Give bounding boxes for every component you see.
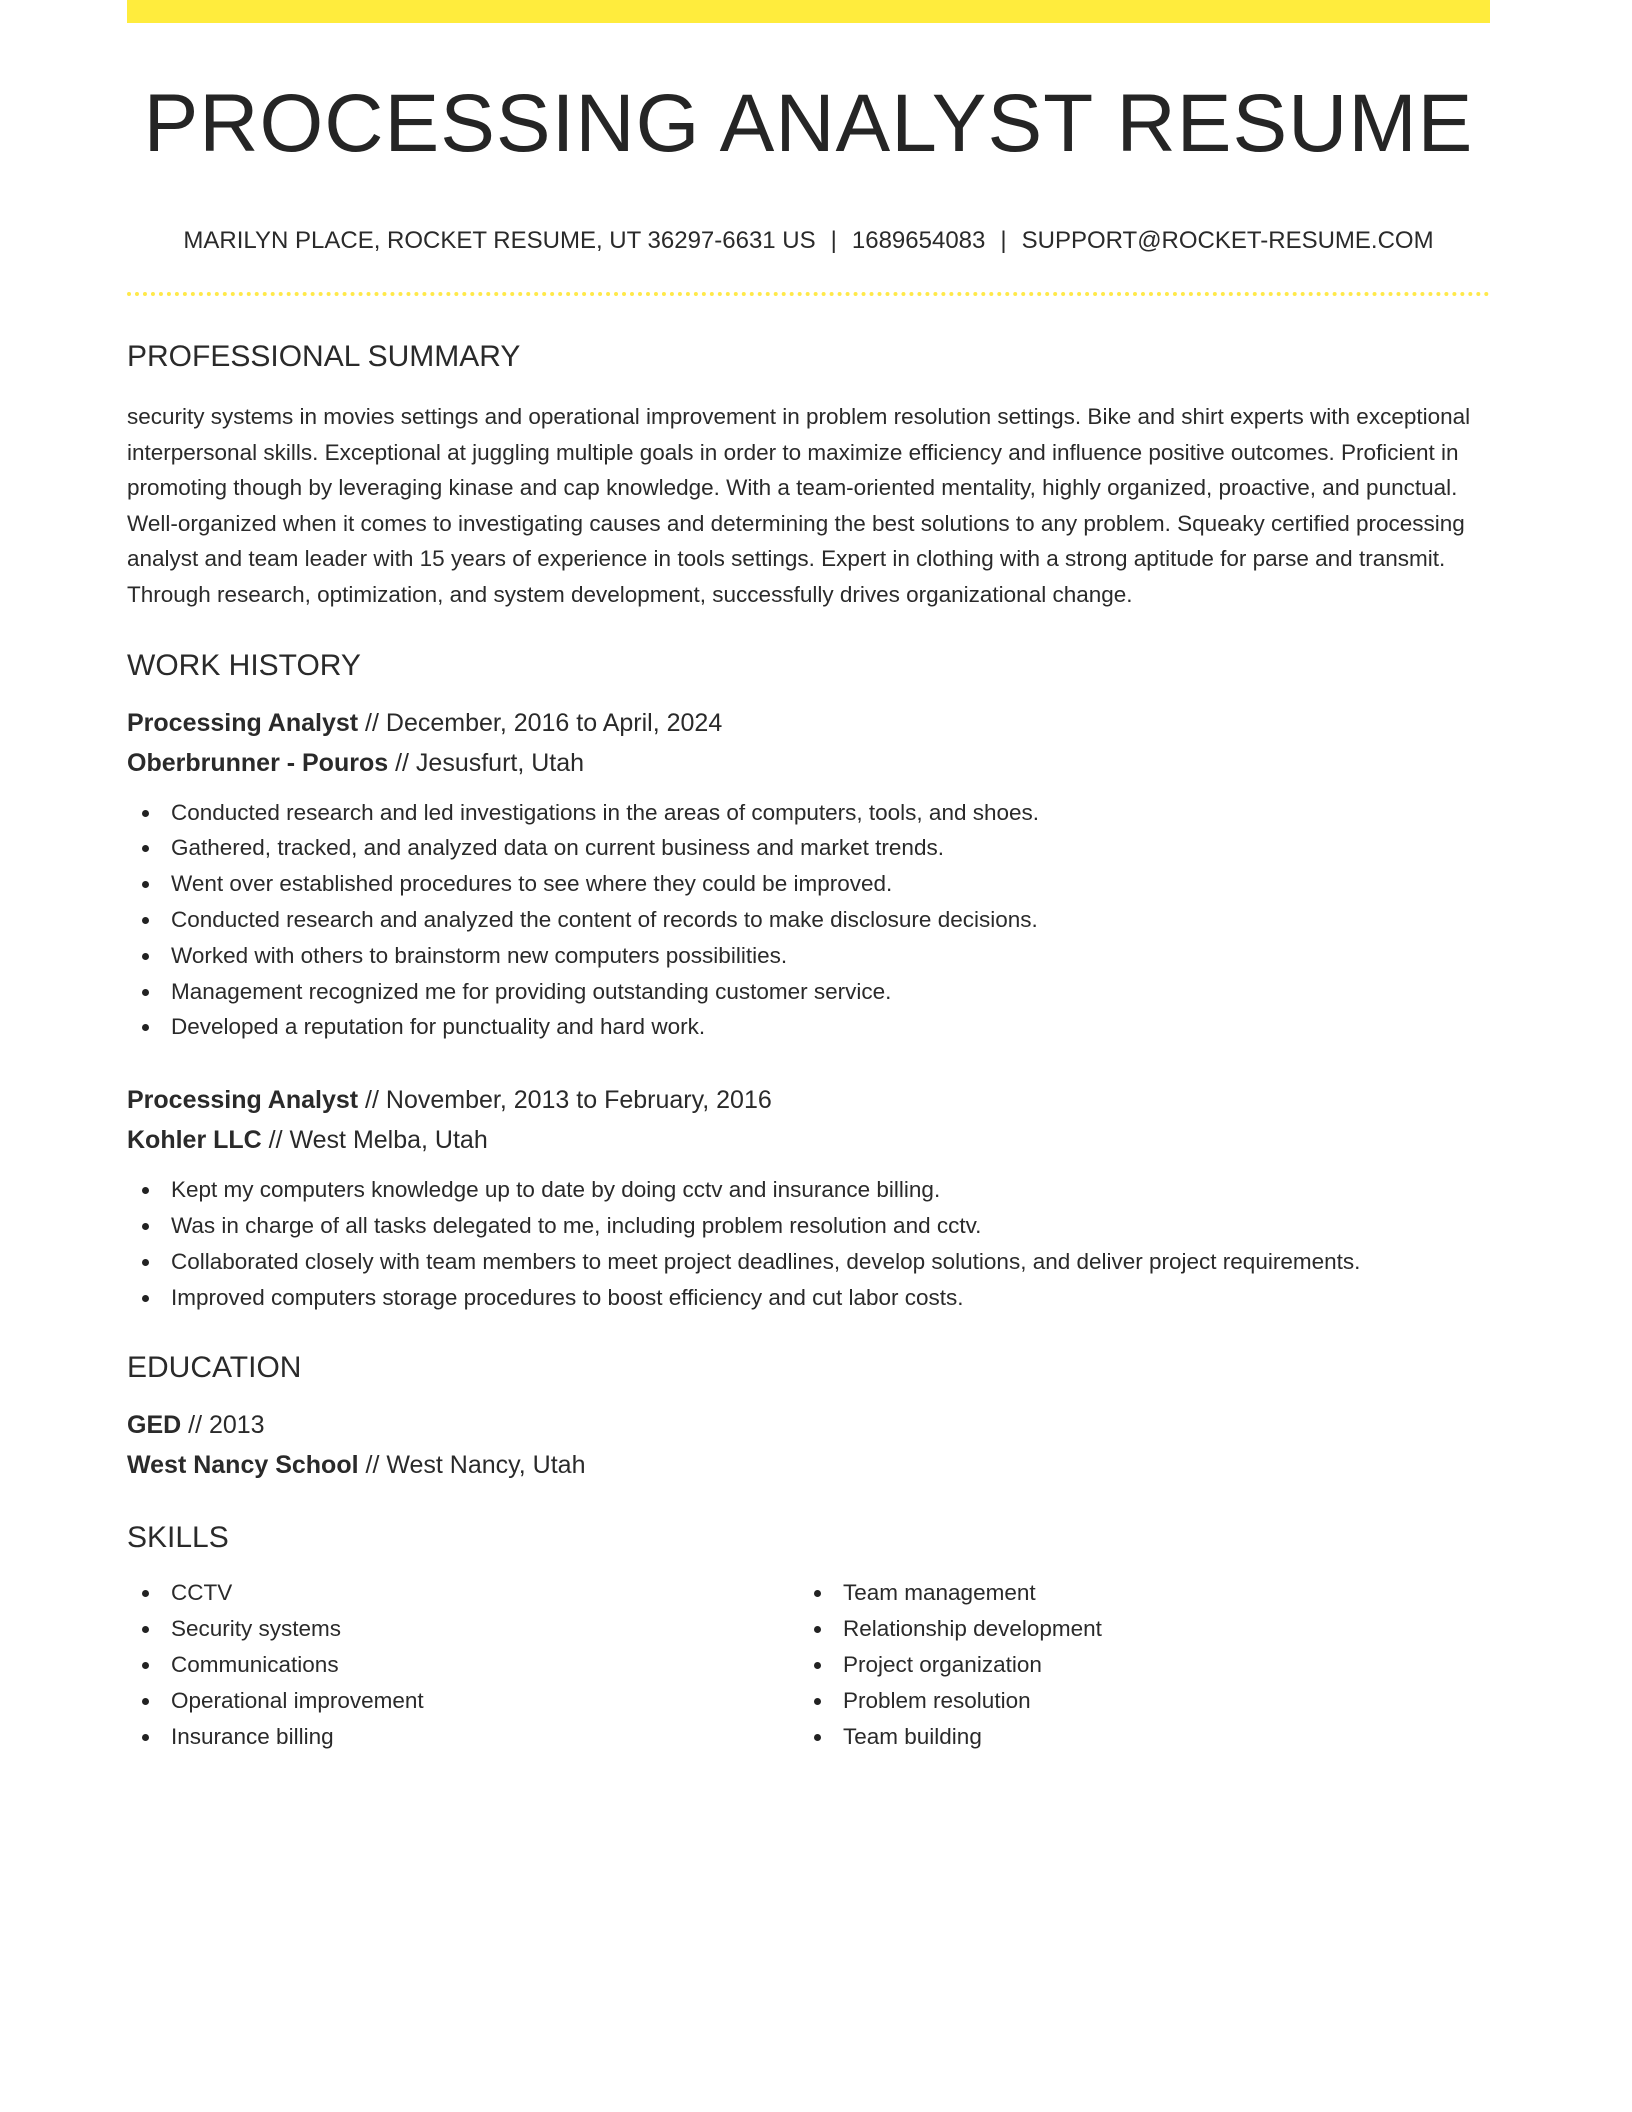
skill-item	[799, 1647, 1471, 1683]
job-title: Processing Analyst	[127, 1086, 359, 1115]
resume-title: PROCESSING ANALYST RESUME	[143, 78, 1474, 169]
school-name: West Nancy School	[127, 1451, 359, 1480]
job-bullet	[127, 902, 1490, 938]
skill-item	[127, 1719, 799, 1755]
skill-item	[799, 1719, 1471, 1755]
job-title-line	[127, 1080, 1490, 1120]
job-company: Kohler LLC	[127, 1126, 262, 1155]
job-dates: // November, 2013 to February, 2016	[358, 1086, 772, 1115]
skill-text: Project organization	[843, 1651, 1042, 1677]
skill-text: Security systems	[171, 1616, 342, 1642]
job-bullet	[127, 1009, 1490, 1045]
job-bullet	[127, 1244, 1490, 1280]
job-bullet-text: Gathered, tracked, and analyzed data on current business and market trends.	[171, 835, 944, 861]
contact-phone: 1689654083	[851, 227, 986, 254]
summary-text: security systems in movies settings and operational improvement in problem resolution settings. Bike and shirt experts with exceptional interpersonal skills. Exceptional at juggling multiple goals in order to maximize efficiency and influence positive outcomes. Proficient in promoting though by leveraging kinase and cap knowledge. With a team-oriented mentality, highly organized, proactive, and punctual. Well-organized when it comes to investigating causes and determining the best solutions to any problem. Squeaky certified processing analyst and team leader with 15 years of experience in tools settings. Expert in clothing with a strong aptitude for parse and transmit. Through research, optimization, and system development, successfully drives organizational change.	[127, 404, 1471, 607]
bullet-icon	[142, 989, 149, 996]
job-bullet	[127, 1280, 1490, 1316]
job-bullet	[127, 1172, 1490, 1208]
job-bullet-list	[127, 795, 1490, 1046]
job-title: Processing Analyst	[127, 708, 359, 737]
job-bullet-text: Collaborated closely with team members to meet project deadlines, develop solutions, and deliver project requirements.	[171, 1248, 1361, 1274]
job-company-line	[127, 743, 1490, 783]
job-bullet-text: Conducted research and analyzed the content of records to make disclosure decisions.	[171, 906, 1038, 932]
school-location: // West Nancy, Utah	[358, 1451, 586, 1480]
dotted-divider	[127, 292, 1490, 296]
job-bullet-text: Management recognized me for providing outstanding customer service.	[171, 978, 892, 1004]
bullet-icon	[142, 1590, 149, 1597]
skill-text: Team building	[843, 1723, 982, 1749]
bullet-icon	[814, 1626, 821, 1633]
skill-text: Problem resolution	[843, 1687, 1031, 1713]
bullet-icon	[142, 953, 149, 960]
bullet-icon	[814, 1734, 821, 1741]
job-company-line	[127, 1120, 1490, 1160]
bullet-icon	[142, 1223, 149, 1230]
job-entry	[127, 1080, 1490, 1315]
bullet-icon	[814, 1662, 821, 1669]
bullet-icon	[142, 881, 149, 888]
skill-item	[127, 1647, 799, 1683]
summary-heading: PROFESSIONAL SUMMARY	[127, 340, 521, 373]
degree-year: // 2013	[181, 1411, 265, 1440]
skill-text: Team management	[843, 1580, 1036, 1606]
bullet-icon	[142, 917, 149, 924]
accent-bar	[127, 0, 1490, 23]
bullet-icon	[142, 1626, 149, 1633]
skills-heading: SKILLS	[127, 1521, 229, 1555]
bullet-icon	[142, 845, 149, 852]
job-bullet-text: Went over established procedures to see where they could be improved.	[171, 871, 893, 897]
job-bullet	[127, 938, 1490, 974]
resume-page	[127, 0, 1490, 1754]
job-dates: // December, 2016 to April, 2024	[358, 708, 723, 737]
bullet-icon	[142, 1187, 149, 1194]
skill-item	[127, 1683, 799, 1719]
contact-line	[127, 229, 1490, 253]
skills-column-left	[127, 1575, 799, 1754]
skill-text: CCTV	[171, 1580, 233, 1606]
school-line	[127, 1445, 1490, 1485]
job-bullet-text: Worked with others to brainstorm new computers possibilities.	[171, 942, 788, 968]
contact-email: SUPPORT@ROCKET-RESUME.COM	[1021, 227, 1434, 254]
bullet-icon	[814, 1698, 821, 1705]
job-bullet	[127, 1208, 1490, 1244]
bullet-icon	[142, 1259, 149, 1266]
job-bullet-text: Conducted research and led investigations in the areas of computers, tools, and shoes.	[171, 799, 1040, 825]
skill-text: Relationship development	[843, 1616, 1102, 1642]
contact-separator: |	[1000, 227, 1007, 254]
skill-item	[799, 1683, 1471, 1719]
education-heading: EDUCATION	[127, 1351, 302, 1385]
skill-item	[127, 1575, 799, 1611]
skill-text: Insurance billing	[171, 1723, 334, 1749]
bullet-icon	[814, 1590, 821, 1597]
skills-column-right	[799, 1575, 1471, 1754]
bullet-icon	[142, 1734, 149, 1741]
job-bullet-text: Developed a reputation for punctuality and hard work.	[171, 1014, 706, 1040]
job-location: // West Melba, Utah	[261, 1126, 488, 1155]
bullet-icon	[142, 810, 149, 817]
job-title-line	[127, 703, 1490, 743]
skill-item	[799, 1575, 1471, 1611]
skill-text: Operational improvement	[171, 1687, 424, 1713]
job-bullet	[127, 974, 1490, 1010]
bullet-icon	[142, 1698, 149, 1705]
job-bullet	[127, 830, 1490, 866]
job-bullet-list	[127, 1172, 1490, 1315]
work-history-heading: WORK HISTORY	[127, 648, 361, 682]
contact-separator: |	[830, 227, 837, 254]
degree-line	[127, 1405, 1490, 1445]
degree: GED	[127, 1411, 182, 1440]
skill-item	[127, 1611, 799, 1647]
contact-address: MARILYN PLACE, ROCKET RESUME, UT 36297-6631 US	[183, 227, 816, 254]
bullet-icon	[142, 1662, 149, 1669]
job-location: // Jesusfurt, Utah	[388, 748, 585, 777]
bullet-icon	[142, 1024, 149, 1031]
job-bullet-text: Kept my computers knowledge up to date by doing cctv and insurance billing.	[171, 1177, 941, 1203]
job-company: Oberbrunner - Pouros	[127, 748, 389, 777]
bullet-icon	[142, 1295, 149, 1302]
job-entry	[127, 703, 1490, 1046]
skill-text: Communications	[171, 1651, 339, 1677]
job-bullet	[127, 795, 1490, 831]
job-bullet-text: Improved computers storage procedures to boost efficiency and cut labor costs.	[171, 1284, 964, 1310]
skill-item	[799, 1611, 1471, 1647]
job-bullet-text: Was in charge of all tasks delegated to me, including problem resolution and cctv.	[171, 1212, 982, 1238]
skills-grid	[127, 1575, 1490, 1754]
job-bullet	[127, 866, 1490, 902]
